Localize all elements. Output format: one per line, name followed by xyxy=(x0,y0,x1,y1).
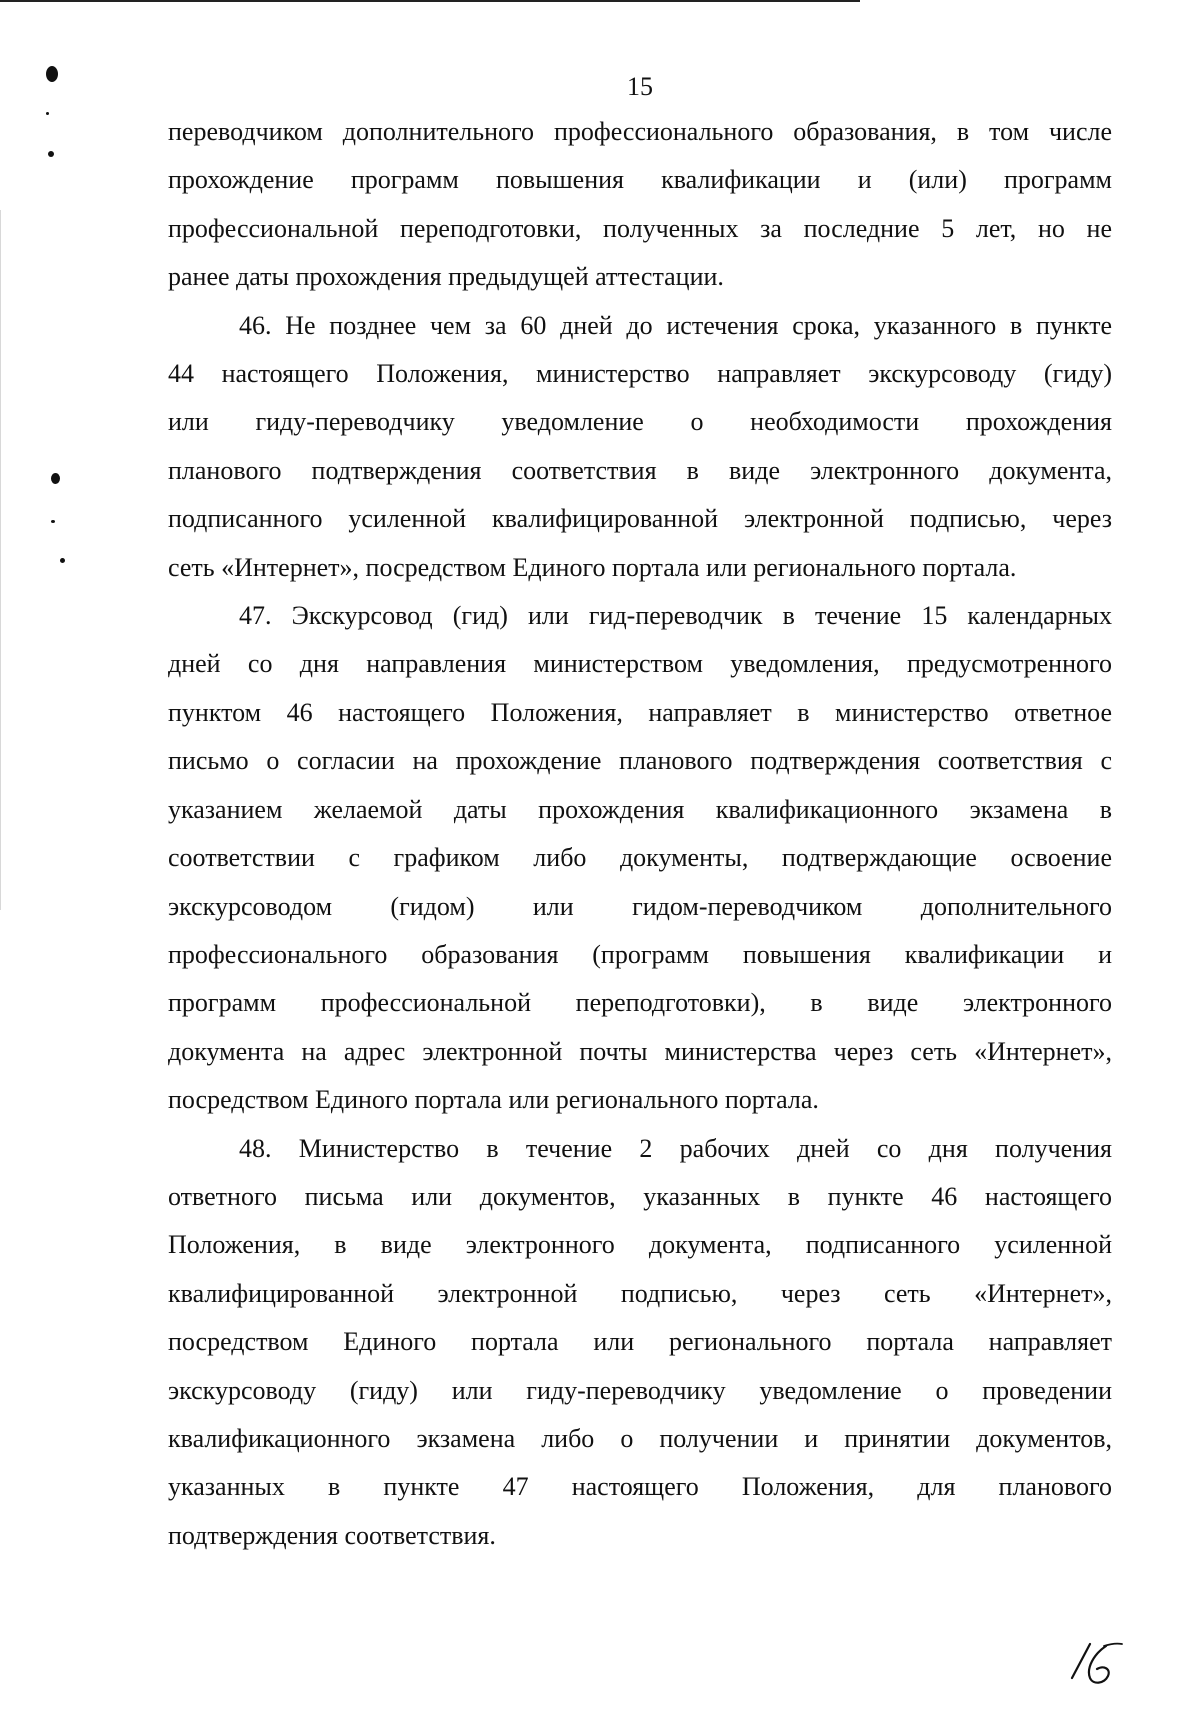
paragraph-48: экскурсоводу (гиду) или гиду-переводчику уведомление о проведении xyxy=(168,1375,1112,1405)
paragraph-46: или гиду-переводчику уведомление о необходимости прохождения xyxy=(168,407,1112,437)
scan-speck xyxy=(48,151,54,157)
scan-speck xyxy=(51,520,55,523)
paragraph-48: подтверждения соответствия. xyxy=(168,1520,496,1550)
paragraph-48: посредством Единого портала или регионального портала направляет xyxy=(168,1327,1112,1357)
paragraph-continuation: прохождение программ повышения квалификации и (или) программ xyxy=(168,165,1112,195)
scan-speck xyxy=(60,558,65,563)
scan-edge-line xyxy=(0,210,1,910)
paragraph-46: подписанного усиленной квалифицированной электронной подписью, через xyxy=(168,504,1112,534)
paragraph-47: дней со дня направления министерством уведомления, предусмотренного xyxy=(168,649,1112,679)
paragraph-47: соответствии с графиком либо документы, подтверждающие освоение xyxy=(168,843,1112,873)
paragraph-47: экскурсоводом (гидом) или гидом-переводчиком дополнительного xyxy=(168,891,1112,921)
paragraph-47: письмо о согласии на прохождение планового подтверждения соответствия с xyxy=(168,746,1112,776)
scan-speck xyxy=(51,473,60,484)
paragraph-47: профессионального образования (программ повышения квалификации и xyxy=(168,939,1112,969)
top-border-line xyxy=(0,0,860,2)
paragraph-48: 48. Министерство в течение 2 рабочих дней со дня получения xyxy=(239,1133,1112,1163)
paragraph-46: 46. Не позднее чем за 60 дней до истечения срока, указанного в пункте xyxy=(239,310,1112,340)
paragraph-46: сеть «Интернет», посредством Единого портала или регионального портала. xyxy=(168,552,1017,582)
paragraph-continuation: переводчиком дополнительного профессионального образования, в том числе xyxy=(168,117,1112,146)
handwritten-page-number xyxy=(1068,1638,1128,1688)
paragraph-continuation: профессиональной переподготовки, полученных за последние 5 лет, но не xyxy=(168,213,1112,243)
paragraph-47: указанием желаемой даты прохождения квалификационного экзамена в xyxy=(168,794,1112,824)
paragraph-47: документа на адрес электронной почты министерства через сеть «Интернет», xyxy=(168,1036,1112,1066)
paragraph-47: 47. Экскурсовод (гид) или гид-переводчик в течение 15 календарных xyxy=(239,601,1112,631)
page-number: 15 xyxy=(627,72,653,101)
document-body xyxy=(168,108,1112,1560)
paragraph-47: пунктом 46 настоящего Положения, направляет в министерство ответное xyxy=(168,697,1112,727)
paragraph-47: программ профессиональной переподготовки), в виде электронного xyxy=(168,988,1112,1018)
paragraph-46: 44 настоящего Положения, министерство направляет экскурсоводу (гиду) xyxy=(168,359,1112,389)
paragraph-continuation: ранее даты прохождения предыдущей аттестации. xyxy=(168,262,724,292)
scan-speck xyxy=(46,112,49,115)
paragraph-48: ответного письма или документов, указанных в пункте 46 настоящего xyxy=(168,1181,1112,1211)
paragraph-48: указанных в пункте 47 настоящего Положения, для планового xyxy=(168,1472,1112,1502)
paragraph-47: посредством Единого портала или регионального портала. xyxy=(168,1085,819,1115)
paragraph-48: квалификационного экзамена либо о получении и принятии документов, xyxy=(168,1423,1112,1453)
paragraph-48: квалифицированной электронной подписью, через сеть «Интернет», xyxy=(168,1278,1112,1308)
paragraph-46: планового подтверждения соответствия в виде электронного документа, xyxy=(168,455,1112,485)
paragraph-48: Положения, в виде электронного документа, подписанного усиленной xyxy=(168,1230,1112,1260)
